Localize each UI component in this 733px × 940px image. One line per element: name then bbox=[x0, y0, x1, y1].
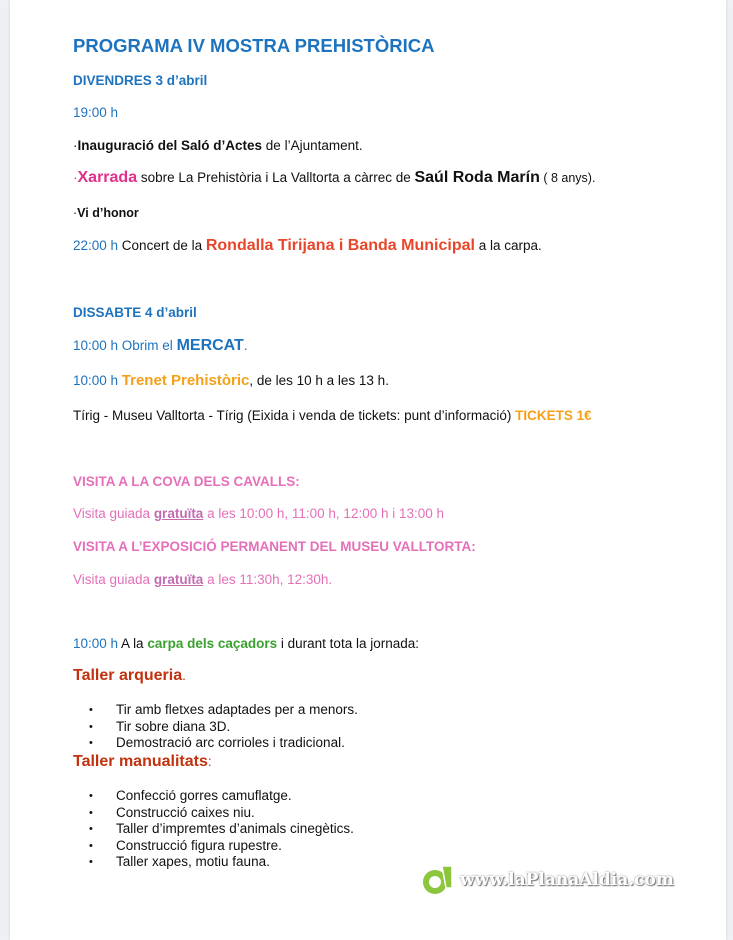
bullet-icon: • bbox=[89, 856, 93, 869]
list-item bbox=[73, 788, 354, 805]
list-item bbox=[73, 702, 358, 719]
trenet-line bbox=[73, 372, 389, 389]
concert-bands: Rondalla Tirijana i Banda Municipal bbox=[205, 237, 475, 254]
carpa-text: A la bbox=[118, 636, 148, 651]
archery-heading-end: . bbox=[182, 668, 186, 683]
day1-heading: DIVENDRES 3 d’abril bbox=[73, 73, 208, 88]
xarrada-label: Xarrada bbox=[77, 169, 138, 186]
inauguration-label: Inauguració del Saló d’Actes bbox=[77, 138, 263, 153]
list-item-text: Demostració arc corrioles i tradicional. bbox=[116, 735, 345, 751]
bullet-icon: • bbox=[89, 790, 93, 802]
bullet-icon: • bbox=[89, 839, 93, 852]
list-item-text: Taller xapes, motiu fauna. bbox=[116, 854, 270, 870]
concert-line bbox=[73, 237, 542, 255]
carpa-time: 10:00 h bbox=[73, 636, 119, 651]
bullet-dot: · bbox=[73, 138, 78, 153]
day2-heading: DISSABTE 4 d’abril bbox=[73, 305, 197, 320]
vi-honor-label: Vi d’honor bbox=[77, 206, 139, 220]
carpa-line bbox=[73, 636, 419, 651]
list-item bbox=[73, 735, 358, 752]
bullet-icon: • bbox=[89, 720, 93, 733]
archery-list bbox=[73, 702, 358, 752]
xarrada-middle: sobre La Prehistòria i La Valltorta a càrrec de bbox=[137, 170, 415, 185]
cova-visit-line bbox=[73, 506, 444, 521]
crafts-list bbox=[73, 788, 354, 871]
cova-visit-times: a les 10:00 h, 11:00 h, 12:00 h i 13:00 h bbox=[203, 506, 445, 521]
crafts-heading-line bbox=[73, 753, 212, 771]
concert-time: 22:00 h bbox=[73, 238, 119, 253]
inauguration-rest: de l’Ajuntament. bbox=[262, 138, 363, 153]
list-item bbox=[73, 854, 354, 871]
route-line bbox=[73, 408, 592, 423]
vi-honor-line bbox=[73, 206, 139, 220]
program-page bbox=[10, 0, 726, 940]
logo-icon bbox=[418, 862, 458, 898]
mercat-line bbox=[73, 337, 248, 355]
list-item bbox=[73, 821, 354, 838]
concert-place: a la carpa. bbox=[474, 238, 542, 253]
crafts-heading-end: : bbox=[207, 754, 212, 769]
museu-heading: VISITA A L’EXPOSICIÓ PERMANENT DEL MUSEU VALLTORTA: bbox=[73, 539, 476, 554]
bullet-icon: • bbox=[89, 704, 93, 716]
cova-free-label: gratuïta bbox=[153, 506, 204, 521]
museu-visit-line bbox=[73, 572, 332, 587]
bullet-icon: • bbox=[89, 737, 93, 750]
carpa-label: carpa dels caçadors bbox=[147, 636, 278, 651]
program-title: PROGRAMA IV MOSTRA PREHISTÒRICA bbox=[73, 35, 435, 56]
day1-time: 19:00 h bbox=[73, 105, 119, 120]
tickets-price: TICKETS 1€ bbox=[515, 408, 592, 423]
cova-heading: VISITA A LA COVA DELS CAVALLS: bbox=[73, 474, 300, 489]
route-text: Tírig - Museu Valltorta - Tírig (Eixida i venda de tickets: punt d’informació) bbox=[73, 408, 516, 423]
carpa-rest: i durant tota la jornada: bbox=[277, 636, 419, 651]
trenet-text: , de les 10 h a les 13 h. bbox=[249, 373, 389, 388]
xarrada-line bbox=[73, 169, 595, 187]
list-item bbox=[73, 719, 358, 736]
watermark bbox=[418, 860, 674, 900]
list-item bbox=[73, 805, 354, 822]
list-item-text: Construcció figura rupestre. bbox=[116, 837, 282, 853]
mercat-end: . bbox=[243, 338, 248, 353]
list-item-text: Tir sobre diana 3D. bbox=[116, 718, 231, 734]
speaker-age: ( 8 anys). bbox=[539, 171, 596, 185]
bullet-icon: • bbox=[89, 806, 93, 819]
list-item-text: Construcció caixes niu. bbox=[116, 804, 255, 820]
museu-visit-times: a les 11:30h, 12:30h. bbox=[203, 572, 333, 587]
watermark-text: www.laPlanaAldia.com bbox=[460, 870, 674, 890]
bullet-dot: · bbox=[73, 170, 78, 185]
trenet-label: Trenet Prehistòric bbox=[121, 372, 250, 389]
trenet-time: 10:00 h bbox=[73, 373, 122, 388]
archery-heading-line bbox=[73, 667, 186, 685]
museu-visit-prefix: Visita guiada bbox=[73, 572, 154, 587]
inauguration-line bbox=[73, 138, 363, 153]
bullet-icon: • bbox=[89, 823, 93, 836]
museu-free-label: gratuïta bbox=[153, 572, 204, 587]
mercat-time: 10:00 h bbox=[73, 338, 119, 353]
cova-visit-prefix: Visita guiada bbox=[73, 506, 154, 521]
speaker-name: Saúl Roda Marín bbox=[414, 169, 540, 186]
list-item bbox=[73, 838, 354, 855]
list-item-text: Tir amb fletxes adaptades per a menors. bbox=[116, 702, 358, 717]
crafts-heading: Taller manualitats bbox=[73, 753, 208, 770]
mercat-label: MERCAT bbox=[176, 337, 244, 354]
concert-text: Concert de la bbox=[118, 238, 206, 253]
bullet-dot: · bbox=[73, 206, 78, 220]
archery-heading: Taller arqueria bbox=[73, 667, 183, 684]
list-item-text: Taller d’impremtes d’animals cinegètics. bbox=[116, 821, 354, 837]
list-item-text: Confecció gorres camuflatge. bbox=[116, 788, 292, 803]
mercat-text: Obrim el bbox=[118, 338, 177, 353]
